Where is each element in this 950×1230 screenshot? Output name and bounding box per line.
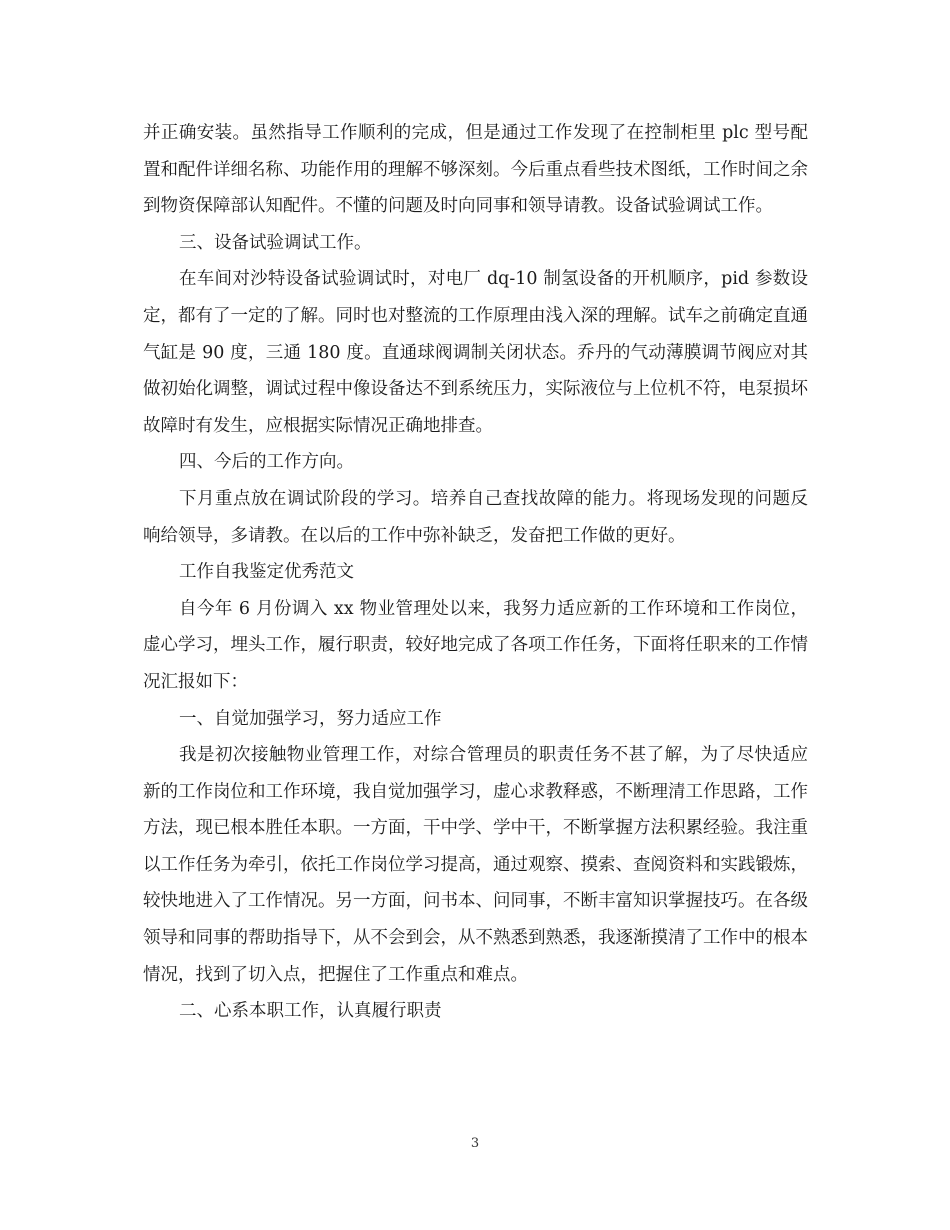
document-body (143, 115, 808, 1030)
paragraph-continuation: 并正确安装。虽然指导工作顺利的完成，但是通过工作发现了在控制柜里 plc 型号配置和配件详细名称、功能作用的理解不够深刻。今后重点看些技术图纸，工作时间之余到物资保障部认知配件。不懂的问题及时向同事和领导请教。设备试验调试工作。 (143, 123, 808, 217)
section-heading-3: 三、设备试验调试工作。 (179, 232, 372, 253)
paragraph-future-direction: 下月重点放在调试阶段的学习。培养自己查找故障的能力。将现场发现的问题反响给领导，多请教。在以后的工作中弥补缺乏，发奋把工作做的更好。 (143, 488, 808, 546)
paragraph-learning: 我是初次接触物业管理工作，对综合管理员的职责任务不甚了解，为了尽快适应新的工作岗位和工作环境，我自觉加强学习，虚心求教释惑，不断理清工作思路，工作方法，现已根本胜任本职。一方面，干中学、学中干，不断掌握方法积累经验。我注重以工作任务为牵引，依托工作岗位学习提高，通过观察、摸索、查阅资料和实践锻炼，较快地进入了工作情况。另一方面，问书本、问同事，不断丰富知识掌握技巧。在各级领导和同事的帮助指导下，从不会到会，从不熟悉到熟悉，我逐渐摸清了工作中的根本情况，找到了切入点，把握住了工作重点和难点。 (143, 745, 808, 985)
page-number: 3 (470, 1136, 480, 1151)
article-title: 工作自我鉴定优秀范文 (179, 562, 354, 583)
section-heading-1: 一、自觉加强学习，努力适应工作 (179, 708, 442, 729)
section-heading-2: 二、心系本职工作，认真履行职责 (179, 1001, 442, 1022)
section-heading-4: 四、今后的工作方向。 (179, 452, 354, 473)
paragraph-equipment-testing: 在车间对沙特设备试验调试时，对电厂 dq-10 制氢设备的开机顺序，pid 参数设定，都有了一定的了解。同时也对整流的工作原理由浅入深的理解。试车之前确定直通气缸是 90 度，三通 180 度。直通球阀调制关闭状态。乔丹的气动薄膜调节阀应对其做初始化调整，调试过程中像设备达不到系统压力，实际液位与上位机不符，电泵损坏故障时有发生，应根据实际情况正确地排查。 (143, 269, 808, 436)
paragraph-introduction: 自今年 6 月份调入 xx 物业管理处以来，我努力适应新的工作环境和工作岗位，虚心学习，埋头工作，履行职责，较好地完成了各项工作任务，下面将任职来的工作情况汇报如下： (143, 598, 808, 692)
